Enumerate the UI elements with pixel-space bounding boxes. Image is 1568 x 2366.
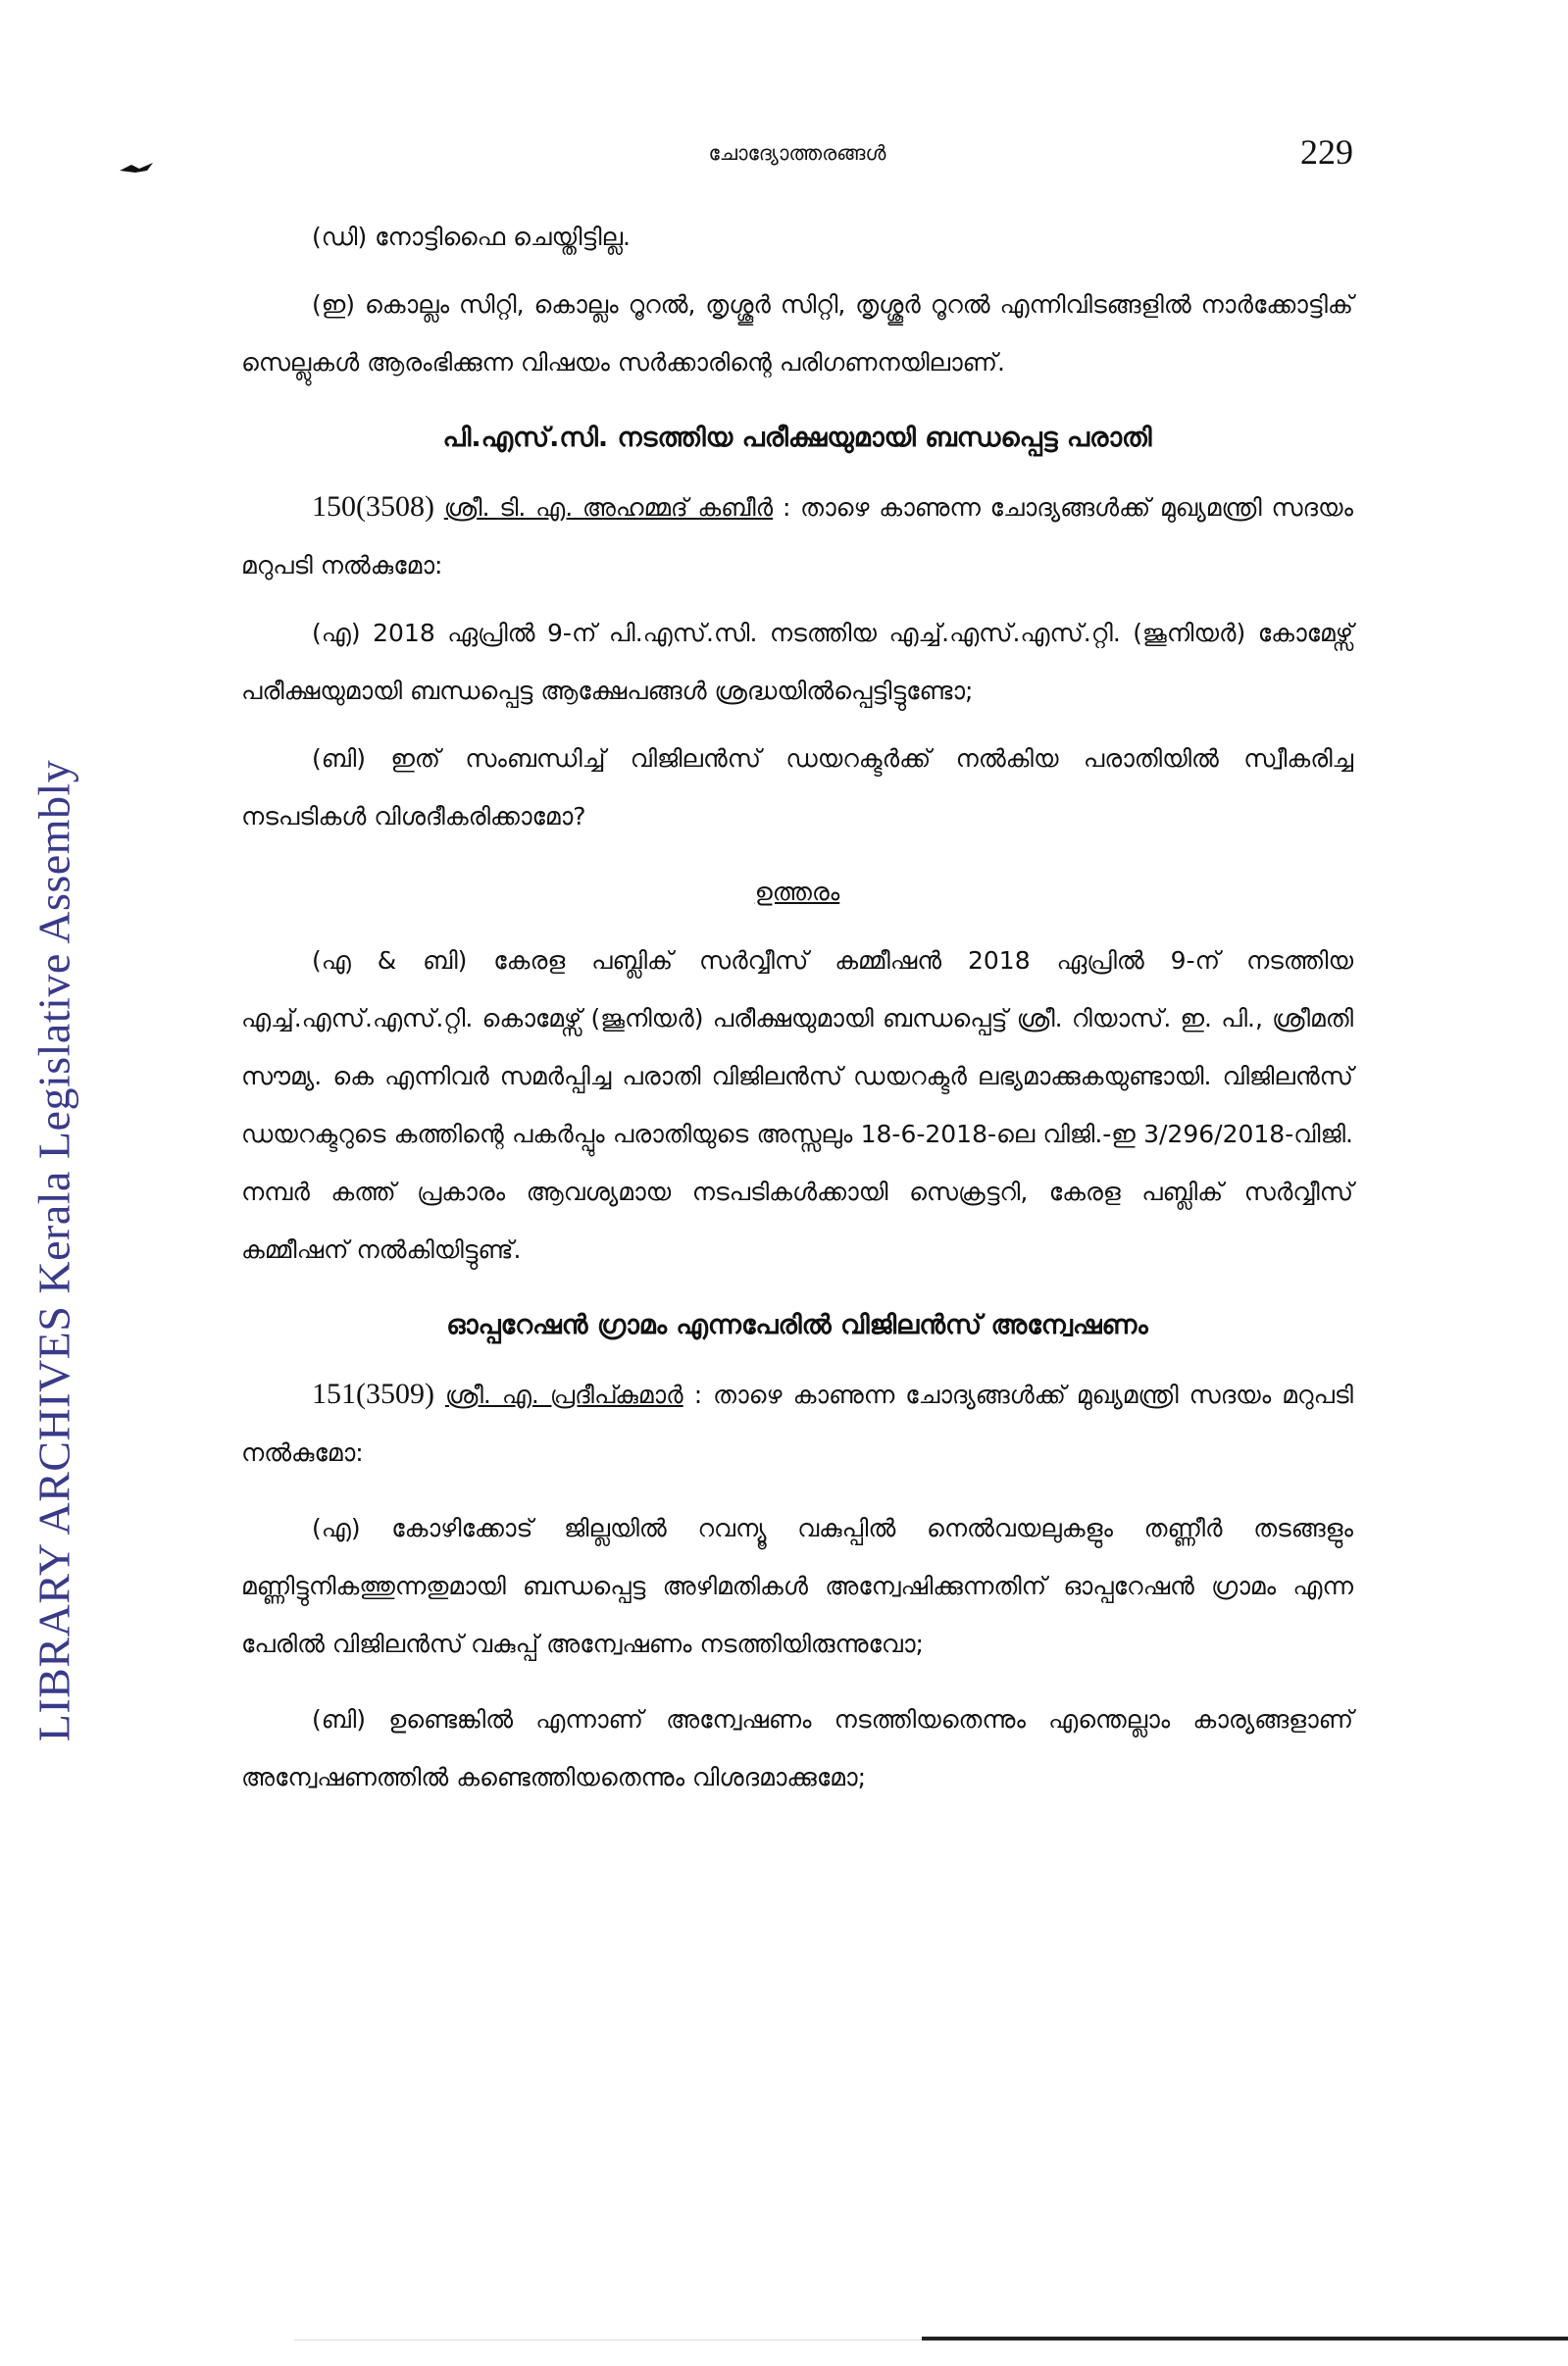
question-number: 150(3508) [312,490,434,523]
question-151-b: (ബി) ഉണ്ടെങ്കിൽ എന്നാണ് അന്വേഷണം നടത്തിയതെന്നും എന്തെല്ലാം കാര്യങ്ങളാണ് അന്വേഷണത്തിൽ കണ്ടെത്തിയതെന്നും വിശദമാക്കുമോ; [241,1705,1353,1791]
page-edge-line [922,2337,1568,2341]
question-151 [241,1365,1353,1482]
page-title: ചോദ്യോത്തരങ്ങൾ [708,141,886,165]
para-e: (ഇ) കൊല്ലം സിറ്റി, കൊല്ലം റൂറൽ, തൃശ്ശൂർ സിറ്റി, തൃശ്ശൂർ റൂറൽ എന്നിവിടങ്ങളിൽ നാർക്കോട്ടിക് സെല്ലുകൾ ആരംഭിക്കുന്ന വിഷയം സർക്കാരിന്റെ പരിഗണനയിലാണ്. [241,290,1353,377]
answer-150: (എ & ബി) കേരള പബ്ലിക് സർവ്വീസ് കമ്മീഷൻ 2018 ഏപ്രിൽ 9-ന് നടത്തിയ എച്ച്.എസ്.എസ്.റ്റി. കൊമേഴ്സ് (ജൂനിയർ) പരീക്ഷയുമായി ബന്ധപ്പെട്ട് ശ്രീ. റിയാസ്. ഇ. പി., ശ്രീമതി സൗമ്യ. കെ എന്നിവർ സമർപ്പിച്ച പരാതി വിജിലൻസ് ഡയറക്ടർ ലഭ്യമാക്കുകയുണ്ടായി. വിജിലൻസ് ഡയറക്ടറുടെ കത്തിന്റെ പകർപ്പും പരാതിയുടെ അസ്സലും 18-6-2018-ലെ വിജി.-ഇ 3/296/2018-വിജി. നമ്പർ കത്ത് പ്രകാരം ആവശ്യമായ നടപടികൾക്കായി സെക്രട്ടറി, കേരള പബ്ലിക് സർവ്വീസ് കമ്മീഷന് നൽകിയിട്ടുണ്ട്. [241,946,1353,1264]
answer-label: ഉത്തരം [754,878,840,906]
question-intro: : താഴെ കാണുന്ന ചോദ്യങ്ങൾക്ക് മുഖ്യമന്ത്രി സദയം മറുപടി നൽകുമോ: [241,493,1353,579]
page-body [241,208,1353,1806]
member-name: ശ്രീ. ടി. എ. അഹമ്മദ് കബീർ [443,493,774,522]
member-name: ശ്രീ. എ. പ്രദീപ്കുമാർ [445,1381,683,1409]
question-150-b: (ബി) ഇത് സംബന്ധിച്ച് വിജിലൻസ് ഡയറക്ടർക്ക് നൽകിയ പരാതിയിൽ സ്വീകരിച്ച നടപടികൾ വിശദീകരിക്കാമോ? [241,744,1353,831]
para-d: (ഡി) നോട്ടിഫൈ ചെയ്തിട്ടില്ല. [312,223,631,251]
question-150-a: (എ) 2018 ഏപ്രിൽ 9-ന് പി.എസ്.സി. നടത്തിയ എച്ച്.എസ്.എസ്.റ്റി. (ജൂനിയർ) കോമേഴ്സ് പരീക്ഷയുമായി ബന്ധപ്പെട്ട ആക്ഷേപങ്ങൾ ശ്രദ്ധയിൽപ്പെട്ടിട്ടുണ്ടോ; [241,619,1353,705]
section-heading-vigilance: ഓപ്പറേഷൻ ഗ്രാമം എന്നപേരിൽ വിജിലൻസ് അന്വേഷണം [446,1310,1148,1340]
scan-mark-icon [118,157,157,176]
section-heading-psc: പി.എസ്.സി. നടത്തിയ പരീക്ഷയുമായി ബന്ധപ്പെട്ട പരാതി [442,423,1152,453]
page-header [241,131,1353,180]
archive-watermark [10,667,98,1834]
question-intro: : താഴെ കാണുന്ന ചോദ്യങ്ങൾക്ക് മുഖ്യമന്ത്രി സദയം മറുപടി നൽകുമോ: [241,1381,1353,1467]
question-number: 151(3509) [312,1378,434,1410]
question-150 [241,478,1353,594]
question-151-a: (എ) കോഴിക്കോട് ജില്ലയിൽ റവന്യൂ വകുപ്പിൽ നെൽവയലുകളും തണ്ണീർ തടങ്ങളും മണ്ണിട്ടുനികത്തുന്നതുമായി ബന്ധപ്പെട്ട അഴിമതികൾ അന്വേഷിക്കുന്നതിന് ഓപ്പറേഷൻ ഗ്രാമം എന്ന പേരിൽ വിജിലൻസ് വകുപ്പ് അന്വേഷണം നടത്തിയിരുന്നുവോ; [241,1514,1353,1658]
page-number: 229 [1300,132,1353,172]
page-edge-shadow [294,2340,922,2341]
watermark-text: LIBRARY ARCHIVES Kerala Legislative Assembly [28,759,79,1741]
